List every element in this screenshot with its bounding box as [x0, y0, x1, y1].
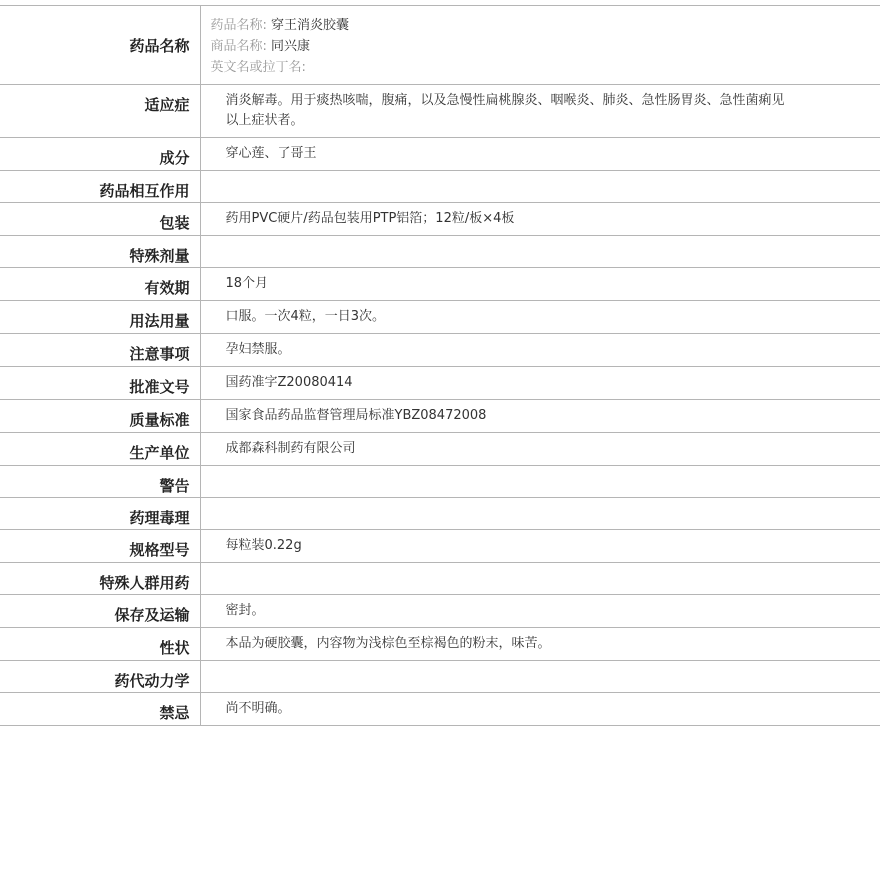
spec-value	[200, 563, 880, 595]
drug-name-line	[211, 15, 871, 36]
spec-row-warning	[0, 466, 880, 498]
spec-row-specification	[0, 530, 880, 563]
spec-value: 国药准字Z20080414	[225, 375, 353, 390]
drug-spec-table	[0, 5, 880, 726]
spec-label: 用法用量	[0, 301, 200, 334]
spec-label: 药理毒理	[0, 498, 200, 530]
spec-row-precautions	[0, 334, 880, 367]
spec-row-indication	[0, 85, 880, 138]
spec-value: 国家食品药品监督管理局标准YBZ08472008	[225, 408, 487, 423]
drug-name-label: 药品名称:	[210, 18, 267, 33]
drug-name-value: 穿王消炎胶囊	[271, 18, 350, 33]
trade-name-label: 商品名称:	[210, 39, 267, 54]
spec-label: 规格型号	[0, 530, 200, 563]
spec-row-contraindications	[0, 693, 880, 726]
spec-value: 尚不明确。	[225, 701, 291, 716]
spec-label: 包装	[0, 203, 200, 236]
spec-label: 药品名称	[0, 6, 200, 85]
spec-label: 有效期	[0, 268, 200, 301]
spec-label: 成分	[0, 138, 200, 171]
spec-value: 孕妇禁服。	[225, 342, 291, 357]
spec-value	[200, 498, 880, 530]
spec-label: 批准文号	[0, 367, 200, 400]
spec-label: 药品相互作用	[0, 171, 200, 203]
spec-label: 禁忌	[0, 693, 200, 726]
spec-row-manufacturer	[0, 433, 880, 466]
spec-row-product-name	[0, 6, 880, 85]
spec-row-pharmacokinetics	[0, 661, 880, 693]
spec-row-description	[0, 628, 880, 661]
english-name-label: 英文名或拉丁名:	[210, 60, 306, 75]
spec-value: 每粒装0.22g	[225, 538, 302, 553]
spec-value	[200, 661, 880, 693]
spec-value: 穿心莲、了哥王	[225, 146, 317, 161]
spec-row-usage-dosage	[0, 301, 880, 334]
spec-label: 特殊剂量	[0, 236, 200, 268]
spec-row-special-dosage	[0, 236, 880, 268]
spec-label: 保存及运输	[0, 595, 200, 628]
spec-label: 适应症	[0, 85, 200, 138]
spec-row-ingredients	[0, 138, 880, 171]
spec-label: 注意事项	[0, 334, 200, 367]
spec-value	[200, 171, 880, 203]
trade-name-value: 同兴康	[271, 39, 311, 54]
spec-row-packaging	[0, 203, 880, 236]
spec-value: 消炎解毒。用于痰热咳喘，腹痛，以及急慢性扁桃腺炎、咽喉炎、肺炎、急性肠胃炎、急性菌痢见以上症状者。	[225, 93, 785, 128]
spec-value	[200, 466, 880, 498]
spec-value-names	[200, 6, 880, 85]
spec-label: 特殊人群用药	[0, 563, 200, 595]
english-name-line	[211, 57, 871, 78]
spec-row-shelf-life	[0, 268, 880, 301]
spec-value: 18个月	[225, 276, 269, 291]
spec-value: 密封。	[225, 603, 265, 618]
spec-row-interactions	[0, 171, 880, 203]
spec-label: 生产单位	[0, 433, 200, 466]
spec-value: 口服。一次4粒，一日3次。	[225, 309, 386, 324]
spec-row-approval-number	[0, 367, 880, 400]
spec-row-pharmacology	[0, 498, 880, 530]
spec-row-special-populations	[0, 563, 880, 595]
spec-label: 药代动力学	[0, 661, 200, 693]
spec-row-quality-standard	[0, 400, 880, 433]
spec-row-storage	[0, 595, 880, 628]
spec-label: 性状	[0, 628, 200, 661]
trade-name-line	[211, 36, 871, 57]
spec-value: 本品为硬胶囊，内容物为浅棕色至棕褐色的粉末，味苦。	[225, 636, 551, 651]
spec-value: 成都森科制药有限公司	[225, 441, 356, 456]
spec-value: 药用PVC硬片/药品包装用PTP铝箔；12粒/板×4板	[225, 211, 515, 226]
spec-label: 质量标准	[0, 400, 200, 433]
spec-value	[200, 236, 880, 268]
spec-label: 警告	[0, 466, 200, 498]
